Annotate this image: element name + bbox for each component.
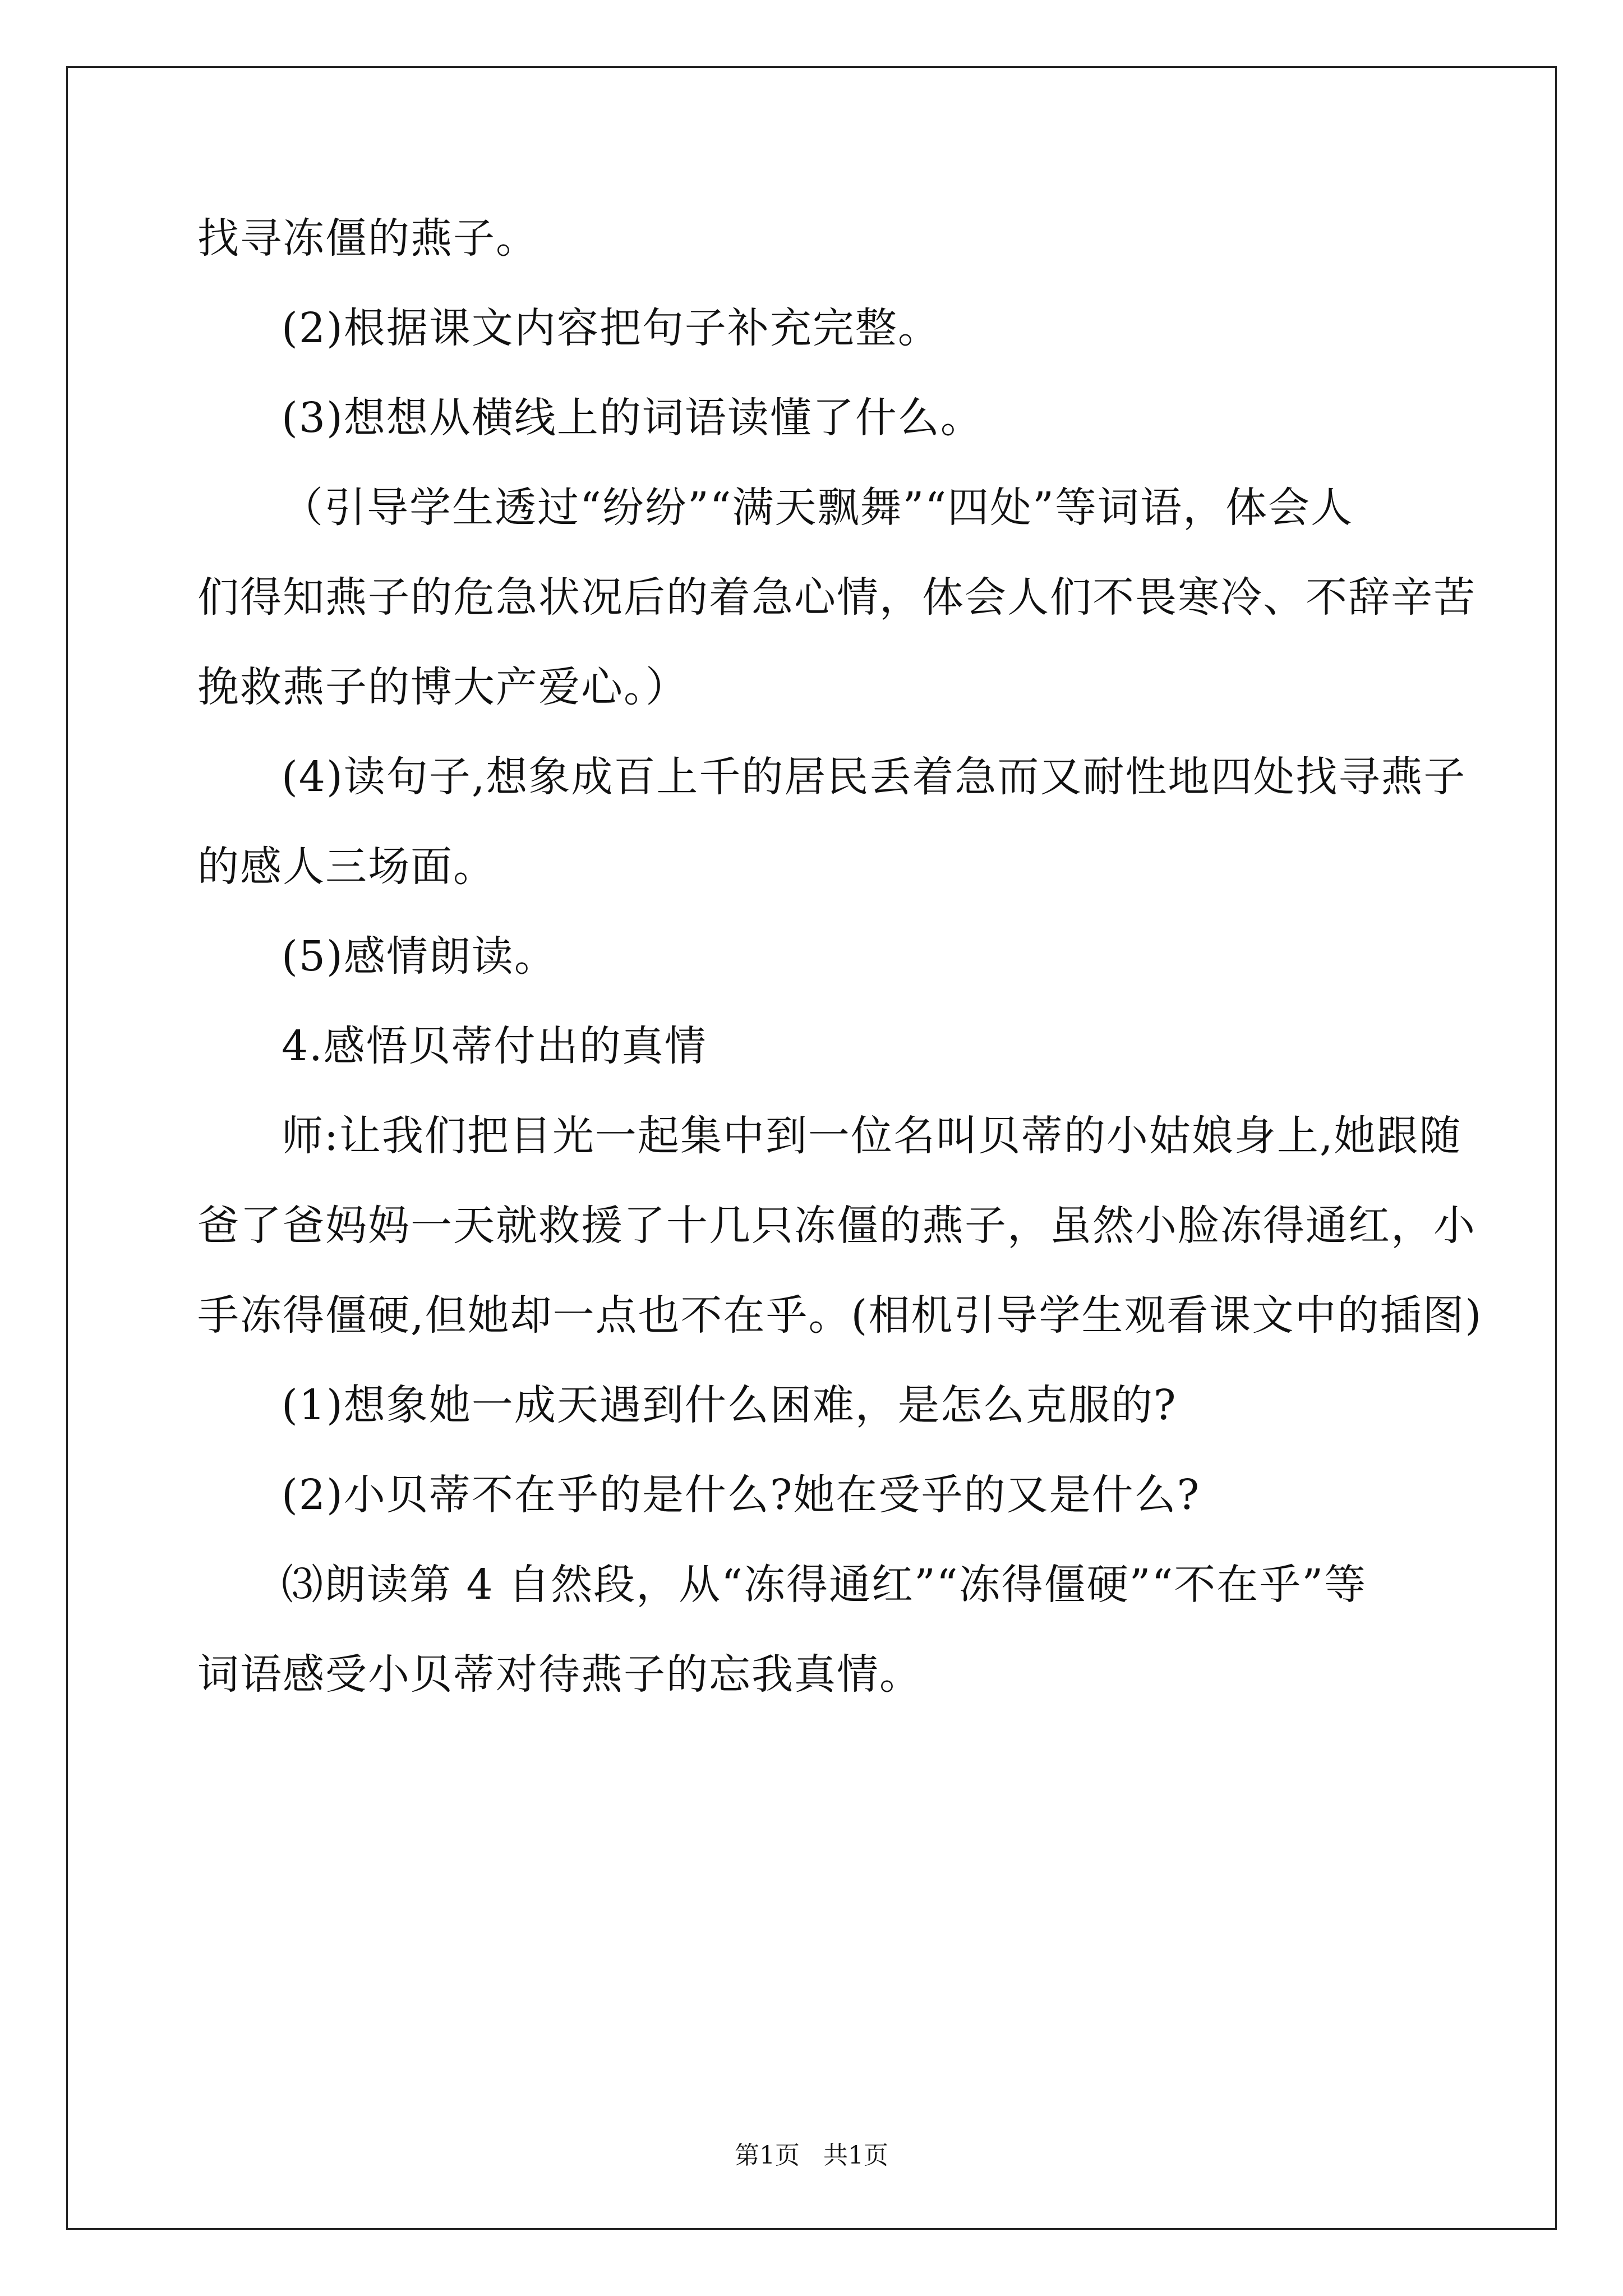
text-line: 挽救燕子的博大产爱心。） <box>197 663 688 711</box>
text-line: (1)想象她一成天遇到什么困难，是怎么克服的? <box>282 1381 1177 1429</box>
text-line: ⑶朗读第 4 自然段，从“冻得通红”“冻得僵硬”“不在乎”等 <box>282 1561 1367 1609</box>
text-line: (5)感情朗读。 <box>282 932 557 981</box>
text-line: (2)小贝蒂不在乎的是什么?她在受乎的又是什么? <box>282 1471 1201 1519</box>
section-heading: 4.感悟贝蒂付出的真情 <box>282 1022 707 1070</box>
text-line: （引导学生透过“纷纷”“满天飘舞”“四处”等词语，体会人 <box>282 484 1353 532</box>
text-line: 手冻得僵硬,但她却一点也不在乎。(相机引导学生观看课文中的插图) <box>197 1291 1483 1340</box>
text-line: 师:让我们把目光一起集中到一位名叫贝蒂的小姑娘身上,她跟随 <box>282 1112 1462 1160</box>
text-line: (3)想想从横线上的词语读懂了什么。 <box>282 394 983 442</box>
text-line: 爸了爸妈妈一天就救援了十几只冻僵的燕子，虽然小脸冻得通红，小 <box>197 1202 1476 1250</box>
text-line: (2)根据课文内容把句子补充完整。 <box>282 304 940 352</box>
text-line: 词语感受小贝蒂对待燕子的忘我真情。 <box>197 1650 922 1699</box>
text-line: (4)读句子,想象成百上千的居民丢着急而又耐性地四处找寻燕子 <box>282 753 1467 801</box>
text-line: 们得知燕子的危急状况后的着急心情，体会人们不畏寒冷、不辞辛苦 <box>197 573 1476 622</box>
page-footer: 第1页 共1页 <box>735 2141 888 2170</box>
text-line: 的感人三场面。 <box>197 843 496 891</box>
text-line: 找寻冻僵的燕子。 <box>197 214 538 263</box>
